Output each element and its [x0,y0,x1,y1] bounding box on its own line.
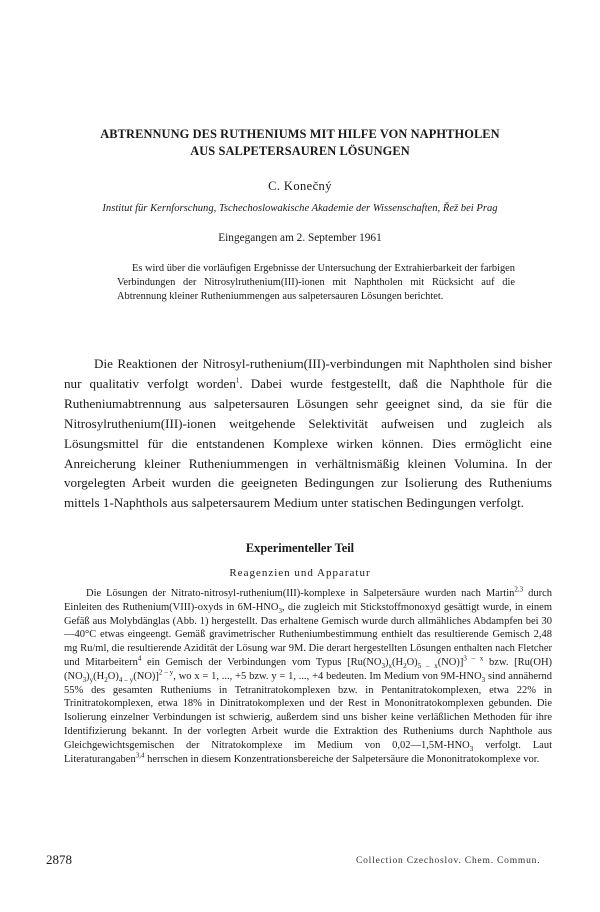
journal-name: Collection Czechoslov. Chem. Commun. [356,856,541,866]
author-institution: Institut für Kernforschung, Tschechoslowakische Akademie der Wissenschaften, Řež bei Prag [102,203,498,214]
reference-3-4: 3,4 [135,751,145,760]
subsection-heading: Reagenzien und Apparatur [229,567,371,579]
page-number: 2878 [46,852,72,867]
section-heading: Experimenteller Teil [245,541,355,555]
reference-2-3: 2,3 [514,585,524,594]
title-line-1: ABTRENNUNG DES RUTHENIUMS MIT HILFE VON NAPHTHOLEN [100,127,500,141]
introduction-paragraph: Die Reaktionen der Nitrosyl-ruthenium(III)-verbindungen mit Naphtholen sind bisher nur qualitativ verfolgt worden$^1$. Dabei wurde festgestellt, daß die Naphthole für die Rutheniumabtrennung aus salpetersauren Lösungen sehr geeignet sind, da sie für die Nitrosylruthenium(III)-ionen weitgehende Selektivität aufweisen und zugleich als Lösungsmittel für die entstandenen Komplexe wirken können. Dies ermöglicht eine Anreicherung kleiner Rutheniummengen in verhältnismäßig kleinen Volumina. In der vorgelegten Arbeit wurden die geeigneten Bedingungen zur Isolierung des Rutheniums mittels 1-Naphthols aus salpetersaurem Medium unter statischen Bedingungen verfolgt. [64,356,552,511]
abstract-text: Es wird über die vorläufigen Ergebnisse der Untersuchung der Extrahierbarkeit der farbigen Verbindungen der Nitrosylruthenium(III)-ionen mit Naphtholen mit Rücksicht auf die Abtrennung kleiner Rutheniummengen aus salpetersauren Lösungen berichtet. [117,263,515,303]
received-date: Eingegangen am 2. September 1961 [218,232,382,244]
reference-1: 1 [235,376,240,385]
abstract [117,262,515,305]
title-line-2: AUS SALPETERSAUREN LÖSUNGEN [190,144,410,158]
experimental-body [64,587,552,766]
article-title [40,126,560,160]
experimental-paragraph: Die Lösungen der Nitrato-nitrosyl-ruthenium(III)-komplexe in Salpetersäure wurden nach Martin$^{2,3}$ durch Einleiten des Ruthenium(VIII)-oxyds in $6M-HNO_3$, die zugleich mit Stickstoffmonoxyd gesättigt wurde, in einem Gefäß aus Molybdänglas (Abb. 1) hergestellt. Das erhaltene Gemisch wurde durch allmähliches Abdampfen bei 30—40°C etwas eingeengt. Gemäß gravimetrischer Rutheniumbestimmung enthielt das resultierende Gemisch 2,48 mg Ru/ml, die resultierende Azidität der Lösung war 9M. Die derart hergestellten Lösungen enthalten nach Fletcher und Mitarbeitern$^4$ ein Gemisch der Verbindungen vom Typus $[Ru(NO_3)_x(H_2O)_{5 - x}(NO)]^{3 - x}$ bzw. [Ru(OH) $(NO_3)_y(H_2O)_{4 - y}(NO)]^{2 - y}$, wo x = 1, ..., +5 bzw. y = 1, ..., +4 bedeuten. Im Medium von $9M-HNO_3$ sind annähernd 55% des gesamten Rutheniums in Tetranitratokomplexen bzw. in Pentanitratokomplexen, etwa 22% in Trinitratokomplexen, etwa 18% in Dinitratokomplexen und der Rest in Mononitratokomplexen gebunden. Die Isolierung einzelner Verbindungen ist schwierig, außerdem sind uns bisher keine verläßlichen Methoden für ihre Identifizierung bekannt. In der vorlegten Arbeit wurde die Extraktion des Rutheniums durch Naphthole aus Gleichgewichtsgemischen der Nitratokomplexe im Medium von $0,02—1,5M-HNO_3$ verfolgt. Laut Literaturangaben$^{3,4}$ herrschen in diesem Konzentrationsbereiche der Salpetersäure die Mononitratokomplexe vor. [64,585,553,765]
author-name: C. Konečný [268,179,332,193]
introduction [64,354,552,513]
reference-4: 4 [137,654,142,663]
